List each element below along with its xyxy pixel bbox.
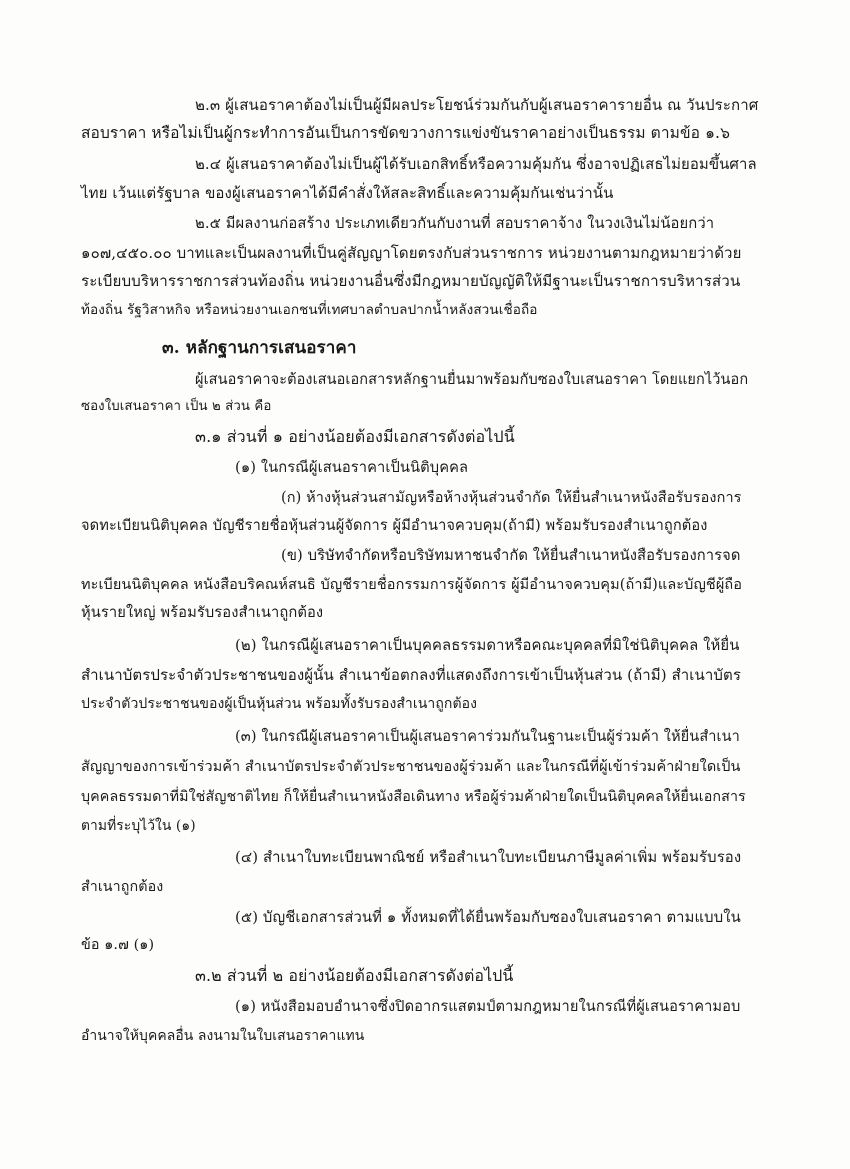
text-line-3-1-3a: (๓) ในกรณีผู้เสนอราคาเป็นผู้เสนอราคาร่วมกันในฐานะเป็นผู้ร่วมค้า ให้ยื่นสำเนา xyxy=(235,728,740,745)
text-line-3-1-2a: (๒) ในกรณีผู้เสนอราคาเป็นบุคคลธรรมดาหรือคณะบุคคลที่มิใช่นิติบุคคล ให้ยื่น xyxy=(235,636,740,654)
text-line-3-1-1-ka-b: จดทะเบียนนิติบุคคล บัญชีรายชื่อหุ้นส่วนผู้จัดการ ผู้มีอำนาจควบคุม(ถ้ามี) พร้อมรับรองสำเนาถูกต้อง xyxy=(81,517,708,534)
text-line-2-5c: ระเบียบบริหารราชการส่วนท้องถิ่น หน่วยงานอื่นซึ่งมีกฎหมายบัญญัติให้มีฐานะเป็นราชการบริหารส่วน xyxy=(81,272,741,290)
text-line-3-1-4a: (๔) สำเนาใบทะเบียนพาณิชย์ หรือสำเนาใบทะเบียนภาษีมูลค่าเพิ่ม พร้อมรับรอง xyxy=(235,848,742,866)
text-line-3-1-1-kha-a: (ข) บริษัทจำกัดหรือบริษัทมหาชนจำกัด ให้ยื่นสำเนาหนังสือรับรองการจด xyxy=(281,547,741,564)
text-line-3-1-3b: สัญญาของการเข้าร่วมค้า สำเนาบัตรประจำตัวประชาชนของผู้ร่วมค้า และในกรณีที่ผู้เข้าร่วมค้าฝ่ายใดเป็น xyxy=(81,759,741,775)
text-line-3-2-1a: (๑) หนังสือมอบอำนาจซึ่งปิดอากรแสตมป์ตามกฎหมายในกรณีที่ผู้เสนอราคามอบ xyxy=(235,998,741,1015)
text-line-3-2: ๓.๒ ส่วนที่ ๒ อย่างน้อยต้องมีเอกสารดังต่อไปนี้ xyxy=(195,966,514,985)
text-line-2-5b: ๑๐๗,๔๕๐.๐๐ บาทและเป็นผลงานที่เป็นคู่สัญญาโดยตรงกับส่วนราชการ หน่วยงานตามกฎหมายว่าด้วย xyxy=(81,244,742,262)
text-line-3-2-1b: อำนาจให้บุคคลอื่น ลงนามในใบเสนอราคาแทน xyxy=(81,1028,365,1044)
text-line-3-1-2c: ประจำตัวประชาชนของผู้เป็นหุ้นส่วน พร้อมทั้งรับรองสำเนาถูกต้อง xyxy=(81,696,478,712)
text-line-2-4b: ไทย เว้นแต่รัฐบาล ของผู้เสนอราคาได้มีคำสั่งให้สละสิทธิ์และความคุ้มกันเช่นว่านั้น xyxy=(81,184,614,202)
text-line-3-1-1-kha-b: ทะเบียนนิติบุคคล หนังสือบริคณห์สนธิ บัญชีรายชื่อกรรมการผู้จัดการ ผู้มีอำนาจควบคุม(ถ้ามี)และบัญชีผู้ถือ xyxy=(81,577,743,593)
text-line-2-4a: ๒.๔ ผู้เสนอราคาต้องไม่เป็นผู้ได้รับเอกสิทธิ์หรือความคุ้มกัน ซึ่งอาจปฏิเสธไม่ยอมขึ้นศาล xyxy=(195,155,757,173)
text-line-2-3a: ๒.๓ ผู้เสนอราคาต้องไม่เป็นผู้มีผลประโยชน์ร่วมกันกับผู้เสนอราคารายอื่น ณ วันประกาศ xyxy=(195,96,759,114)
text-line-3-1-2b: สำเนาบัตรประจำตัวประชาชนของผู้นั้น สำเนาข้อตกลงที่แสดงถึงการเข้าเป็นหุ้นส่วน (ถ้ามี) สำเนาบัตร xyxy=(81,666,741,684)
text-line-2-3b: สอบราคา หรือไม่เป็นผู้กระทำการอันเป็นการขัดขวางการแข่งขันราคาอย่างเป็นธรรม ตามข้อ ๑.๖ xyxy=(81,124,731,142)
text-line-3-1-1-ka-a: (ก) ห้างหุ้นส่วนสามัญหรือห้างหุ้นส่วนจำกัด ให้ยื่นสำเนาหนังสือรับรองการ xyxy=(281,490,742,506)
text-line-3-1-4b: สำเนาถูกต้อง xyxy=(81,879,164,895)
text-line-3-1-1-kha-c: หุ้นรายใหญ่ พร้อมรับรองสำเนาถูกต้อง xyxy=(81,604,324,621)
section-heading-3: ๓. หลักฐานการเสนอราคา xyxy=(162,338,357,358)
text-line-3-1-3d: ตามที่ระบุไว้ใน (๑) xyxy=(81,818,196,834)
text-line-2-5a: ๒.๕ มีผลงานก่อสร้าง ประเภทเดียวกันกับงานที่ สอบราคาจ้าง ในวงเงินไม่น้อยกว่า xyxy=(195,215,715,232)
text-line-3-1-5b: ข้อ ๑.๗ (๑) xyxy=(81,937,155,953)
text-line-3-intro-a: ผู้เสนอราคาจะต้องเสนอเอกสารหลักฐานยื่นมาพร้อมกับซองใบเสนอราคา โดยแยกไว้นอก xyxy=(195,372,749,388)
text-line-3-1-1: (๑) ในกรณีผู้เสนอราคาเป็นนิติบุคคล xyxy=(235,459,469,476)
text-line-3-intro-b: ซองใบเสนอราคา เป็น ๒ ส่วน คือ xyxy=(81,399,272,414)
text-line-3-1: ๓.๑ ส่วนที่ ๑ อย่างน้อยต้องมีเอกสารดังต่อไปนี้ xyxy=(195,427,515,446)
text-line-2-5d: ท้องถิ่น รัฐวิสาหกิจ หรือหน่วยงานเอกชนที่เทศบาลตำบลปากน้ำหลังสวนเชื่อถือ xyxy=(81,302,538,318)
text-line-3-1-3c: บุคคลธรรมดาที่มิใช่สัญชาติไทย ก็ให้ยื่นสำเนาหนังสือเดินทาง หรือผู้ร่วมค้าฝ่ายใดเป็นนิติบุคคลให้ยื่นเอกสาร xyxy=(81,789,746,805)
text-line-3-1-5a: (๕) บัญชีเอกสารส่วนที่ ๑ ทั้งหมดที่ได้ยื่นพร้อมกับซองใบเสนอราคา ตามแบบใน xyxy=(235,908,741,926)
